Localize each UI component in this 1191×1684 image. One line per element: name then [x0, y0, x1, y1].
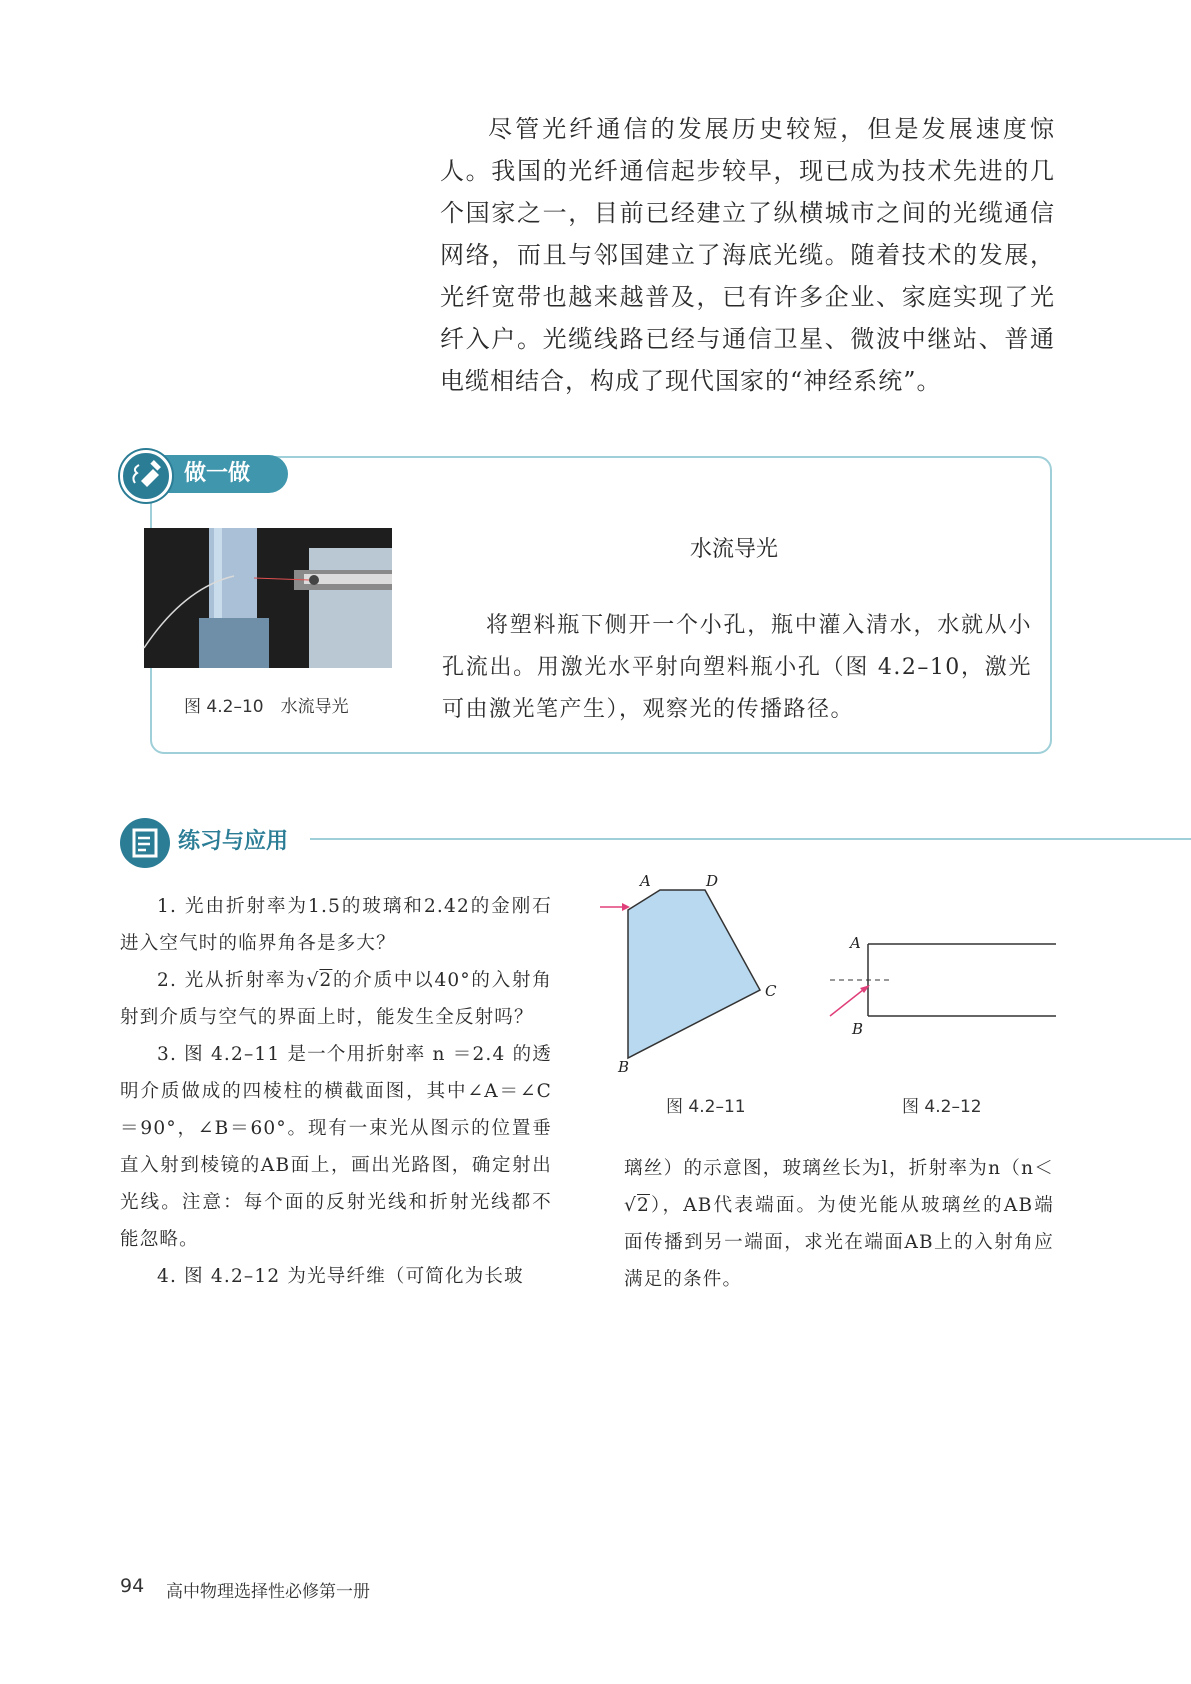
figure-4-2-11 [600, 872, 800, 1094]
section-divider [310, 838, 1191, 840]
questions-left-column [120, 888, 552, 1295]
activity-title: 水流导光 [690, 537, 779, 562]
fig11-label-d: D [706, 872, 719, 890]
figure-4-2-11-caption: 图 4.2–11 [666, 1097, 746, 1117]
fig12-label-a: A [850, 934, 861, 952]
exercise-section-title: 练习与应用 [178, 829, 289, 854]
question-2-part-b: 的介质中以40°的入射角射到介质与空气的界面上时，能发生全反射吗？ [120, 970, 552, 1028]
intro-text: 尽管光纤通信的发展历史较短，但是发展速度惊人。我国的光纤通信起步较早，现已成为技术先进的几个国家之一，目前已经建立了纵横城市之间的光缆通信网络，而且与邻国建立了海底光缆。随着技术的发展，光纤宽带也越来越普及，已有许多企业、家庭实现了光纤入户。光缆线路已经与通信卫星、微波中继站、普通电缆相结合，构成了现代国家的“神经系统”。 [440, 115, 1055, 395]
question-4-part-c: ），AB代表端面。为使光能从玻璃丝的AB端面传播到另一端面，求光在端面AB上的入射角应满足的条件。 [624, 1195, 1054, 1290]
intro-paragraph [440, 108, 1055, 402]
fig11-label-a: A [640, 872, 651, 890]
water-light-photo [144, 528, 392, 668]
question-2: 2. 光从折射率为√2的介质中以40°的入射角射到介质与空气的界面上时，能发生全反射吗？ [120, 970, 552, 1028]
questions-right-column [624, 1150, 1054, 1298]
fig12-label-b: B [852, 1020, 864, 1038]
question-4-continued: 璃丝）的示意图，玻璃丝长为l，折射率为n（n＜√2），AB代表端面。为使光能从玻璃丝的AB端面传播到另一端面，求光在端面AB上的入射角应满足的条件。 [624, 1158, 1054, 1290]
question-2-sqrt-value: 2 [319, 970, 333, 991]
hand-tool-icon [120, 450, 172, 502]
photo-caption: 图 4.2–10 水流导光 [184, 697, 349, 717]
question-4-sqrt-value: 2 [637, 1195, 650, 1216]
question-1: 1. 光由折射率为1.5的玻璃和2.42的金刚石进入空气时的临界角各是多大？ [120, 896, 552, 954]
activity-tab-label: 做一做 [184, 461, 251, 486]
figure-4-2-12-caption: 图 4.2–12 [902, 1097, 982, 1117]
figure-4-2-12 [820, 930, 1060, 1044]
exercise-icon [120, 818, 170, 868]
page-number: 94 [120, 1575, 145, 1597]
activity-text-paragraph: 将塑料瓶下侧开一个小孔，瓶中灌入清水，水就从小孔流出。用激光水平射向塑料瓶小孔（图 4.2–10，激光可由激光笔产生），观察光的传播路径。 [442, 613, 1032, 722]
activity-tab [120, 450, 288, 496]
book-title: 高中物理选择性必修第一册 [166, 1582, 370, 1602]
fig11-label-b: B [618, 1058, 630, 1076]
question-4-start: 4. 图 4.2–12 为光导纤维（可简化为长玻 [157, 1266, 524, 1287]
question-2-part-a: 2. 光从折射率为 [157, 970, 307, 991]
question-4-part-b: 璃丝）的示意图，玻璃丝长为l，折射率为n（n＜ [624, 1158, 1054, 1179]
question-3: 3. 图 4.2–11 是一个用折射率 n ＝2.4 的透明介质做成的四棱柱的横截面图，其中∠A＝∠C＝90°，∠B＝60°。现有一束光从图示的位置垂直入射到棱镜的AB面上，画出光路图，确定射出光线。注意：每个面的反射光线和折射光线都不能忽略。 [120, 1044, 552, 1250]
fig11-label-c: C [765, 982, 777, 1000]
activity-text [442, 605, 1032, 731]
